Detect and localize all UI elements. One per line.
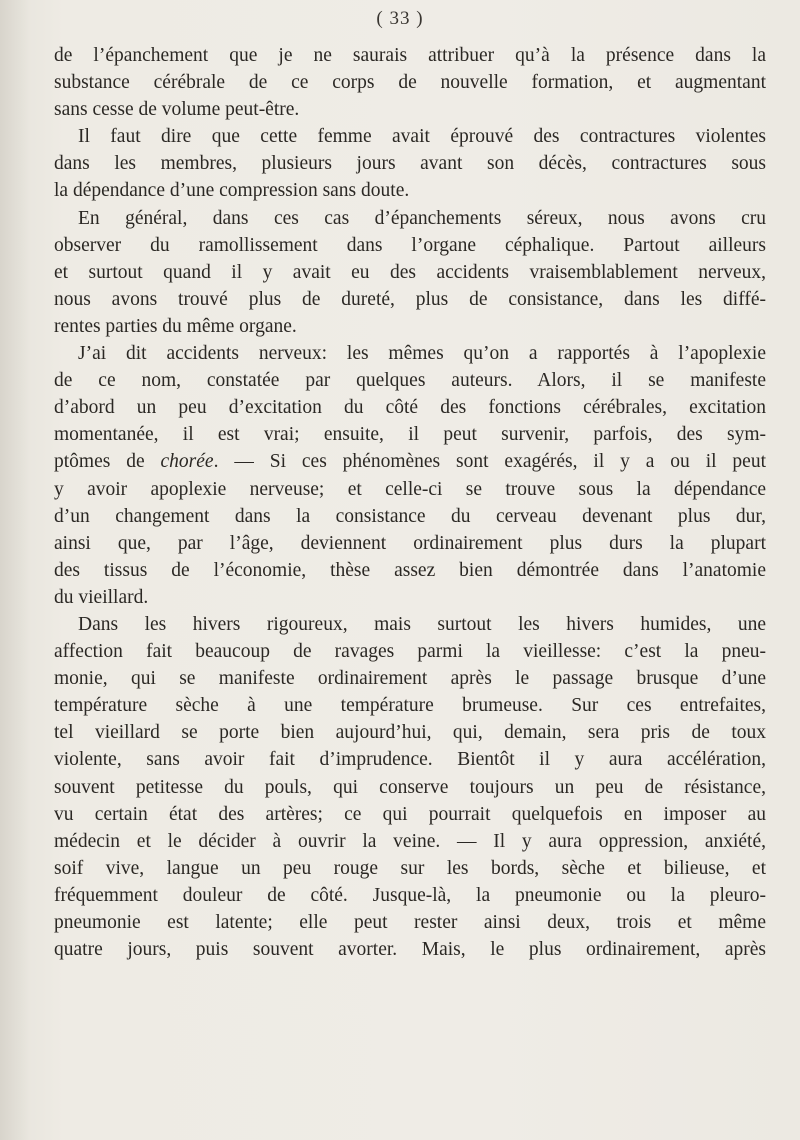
text-line: nous avons trouvé plus de dureté, plus de consistance, dans les diffé-	[54, 288, 766, 310]
text-line: dans les membres, plusieurs jours avant son décès, contractures sous	[54, 153, 766, 175]
text-line: substance cérébrale de ce corps de nouvelle formation, et augmentant	[54, 72, 766, 94]
page-number: ( 33 )	[376, 8, 424, 29]
text-line: Il faut dire que cette femme avait éprouvé des contractures violentes	[78, 126, 766, 148]
text-run: ptômes de	[54, 451, 161, 473]
body-text	[54, 42, 766, 963]
text-line: momentanée, il est vrai; ensuite, il peut survenir, parfois, des sym-	[54, 424, 766, 446]
text-line: de ce nom, constatée par quelques auteurs. Alors, il se manifeste	[54, 370, 766, 392]
text-line: affection fait beaucoup de ravages parmi la vieillesse: c’est la pneu-	[54, 641, 766, 663]
text-line: monie, qui se manifeste ordinairement après le passage brusque d’une	[54, 668, 766, 690]
text-line: température sèche à une température brumeuse. Sur ces entrefaites,	[54, 695, 766, 717]
text-line: pneumonie est latente; elle peut rester ainsi deux, trois et même	[54, 912, 766, 933]
text-line: ainsi que, par l’âge, deviennent ordinairement plus durs la plupart	[54, 532, 766, 554]
text-line: médecin et le décider à ouvrir la veine. — Il y aura oppression, anxiété,	[54, 830, 766, 852]
text-line: sans cesse de volume peut-être.	[54, 99, 300, 121]
text-line: soif vive, langue un peu rouge sur les bords, sèche et bilieuse, et	[54, 857, 766, 879]
text-line: En général, dans ces cas d’épanchements séreux, nous avons cru	[78, 207, 766, 229]
text-line: violente, sans avoir fait d’imprudence. Bientôt il y aura accélération,	[54, 749, 766, 771]
text-line	[54, 448, 766, 475]
text-line: vu certain état des artères; ce qui pourrait quelquefois en imposer au	[54, 803, 766, 825]
text-line: quatre jours, puis souvent avorter. Mais, le plus ordinairement, après	[54, 939, 766, 961]
text-line: d’un changement dans la consistance du cerveau devenant plus dur,	[54, 505, 766, 527]
text-line: y avoir apoplexie nerveuse; et celle-ci se trouve sous la dépendance	[54, 478, 766, 500]
text-line: du vieillard.	[54, 586, 149, 608]
text-line: observer du ramollissement dans l’organe céphalique. Partout ailleurs	[54, 234, 766, 256]
text-line: J’ai dit accidents nerveux: les mêmes qu’on a rapportés à l’apoplexie	[78, 343, 766, 365]
text-line: souvent petitesse du pouls, qui conserve toujours un peu de résistance,	[54, 776, 766, 798]
text-line: rentes parties du même organe.	[54, 315, 297, 337]
text-line: de l’épanchement que je ne saurais attribuer qu’à la présence dans la	[54, 45, 766, 66]
text-line: Dans les hivers rigoureux, mais surtout les hivers humides, une	[78, 613, 766, 635]
italic-term: chorée	[160, 451, 214, 473]
text-line: la dépendance d’une compression sans doute.	[54, 180, 410, 202]
text-line: tel vieillard se porte bien aujourd’hui, qui, demain, sera pris de toux	[54, 722, 766, 744]
page-fold-shadow	[0, 0, 30, 1140]
text-line: et surtout quand il y avait eu des accidents vraisemblablement nerveux,	[54, 261, 766, 283]
text-line: des tissus de l’économie, thèse assez bien démontrée dans l’anatomie	[54, 559, 766, 581]
text-run: . — Si ces phénomènes sont exagérés, il y a ou il peut	[213, 451, 766, 473]
text-line: d’abord un peu d’excitation du côté des fonctions cérébrales, excitation	[54, 397, 766, 419]
text-line: fréquemment douleur de côté. Jusque-là, la pneumonie ou la pleuro-	[54, 884, 766, 906]
